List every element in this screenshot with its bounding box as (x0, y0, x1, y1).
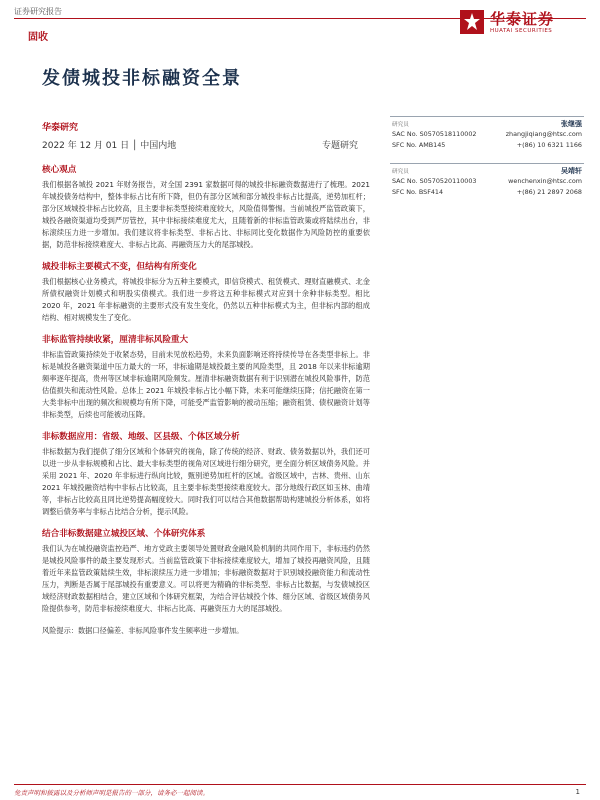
report-type-label: 证券研究报告 (14, 7, 62, 16)
section-heading: 核心观点 (42, 165, 77, 175)
section-text: 我们认为在城投融资监控趋严、地方党政主要领导处置财政金融风险机制的共同作用下，非标违约仍然是城投风险事件的最主要发现形式。当前监管政策下非标接续难度较大，增加了城投再融资风险，且随着近年来监管政策陆续生效，非标滚续压力进一步增加；非标融资数据对于识别城投融资能力和流动性压力，判断是否属于尾部城投有重要意义。可以将更为精确的非标类型、非标占比数据，与发债城投区域经济财政数据相结合，建立区域和个体研究框架，为结合评估城投个体、细分区域、省级区域债务风险提供参考，防范非标接续难度大、非标占比高、再融资压力大的尾部城投。 (42, 544, 370, 613)
section-heading: 城投非标主要模式不变，但结构有所变化 (42, 262, 197, 272)
report-title: 发债城投非标融资全景 (42, 68, 242, 89)
analyst-panel (390, 116, 584, 210)
section-heading: 结合非标数据建立城投区域、个体研究体系 (42, 529, 206, 539)
huatai-logo (460, 8, 584, 40)
research-org: 华泰研究 (42, 123, 79, 133)
logo-text-en: HUATAI SECURITIES (490, 28, 553, 34)
analyst-phone: +(86) 21 2897 2068 (516, 188, 582, 196)
footer-disclaimer: 免责声明和披露以及分析师声明是报告的一部分，请务必一起阅读。 (14, 789, 209, 797)
analyst-sac: SAC No. S0570518110002 (392, 130, 477, 138)
section-text: 非标数据为我们提供了细分区域和个体研究的视角，除了传统的经济、财政、债务数据以外，我们还可以进一步从非标规模和占比、最大非标类型的视角对区域进行细分研究，更全面分析区域债务风险。并采用 2021 年、2020 年非标进行纵向比较，甄别逆势加杠杆的区域。省级区域中，吉林、贵州、山东 2021 年城投融资结构中非标占比较高，且主要非标类型接续难度较大。部分地级行政区如玉林、曲靖等，非标占比较高且同比逆势提高幅度较大。同时我们可以结合其他数据帮助构建城投分析体系，如将调整后债务率与非标占比结合分析，提示风险。 (42, 447, 370, 516)
analyst-sfc: SFC No. BSF414 (392, 188, 444, 196)
section-text: 我们根据各城投 2021 年财务报告，对全国 2391 家数据可得的城投非标融资数据进行了梳理。2021 年城投债务结构中，整体非标占比有所下降，但仍有部分区域和部分城投非标占比提高，逆势加杠杆；部分区域城投非标占比较高，且主要非标类型接续难度较大，风险值得警惕。当前城投严监管政策下，城投各融资渠道均受到严厉管控，其中非标接续难度尤大，且随着新的非标监管政策或将陆续出台，非标滚续压力进一步增加。我们建议将非标类型、非标占比、非标同比变化数据作为风险防控的重要依据，防范非标接续难度大、非标占比高、再融资压力大的尾部城投。 (42, 180, 370, 249)
analyst-name: 吴靖轩 (561, 167, 582, 175)
logo-text-cn: 华泰证券 (490, 10, 555, 28)
analyst-card (390, 163, 584, 210)
report-body (42, 164, 370, 637)
section-text: 非标监管政策持续处于收紧态势，目前未见放松趋势，未来负面影响还将持续传导在各类型非标上。非标是城投各融资渠道中压力最大的一环，非标逾期是城投最主要的风险类型，且 2018 年以来非标逾期频率逐年提高，贵州等区域非标逾期风险频发。厘清非标融资数据有利于识别潜在城投风险事件，防范估值损失和流动性风险。总体上 2021 年城投非标占比小幅下降，未来可能继续压降；信托融资在第一大类非标中出现的频次和规模均有所下降，可能受严监管影响的被动压缩；融资租赁、债权融资计划等非标类型，后续也可能被动压降。 (42, 350, 370, 419)
analyst-email[interactable]: zhangjiqiang@htsc.com (505, 130, 582, 138)
section-heading: 非标数据应用：省级、地级、区县级、个体区域分析 (42, 432, 240, 442)
analyst-sac: SAC No. S0570520110003 (392, 177, 477, 185)
analyst-phone: +(86) 10 6321 1166 (516, 141, 582, 149)
page-number: 1 (575, 788, 580, 796)
section-text: 我们根据核心业务模式，将城投非标分为五种主要模式，即信贷模式、租赁模式、理财直融模式、北金所债权融资计划模式和明股实债模式。我们进一步将这五种非标模式对应到十余种非标类型。相比 2020 年，2021 年非标融资的主要形式没有发生变化，仍然以五种非标模式为主，但非标内部的组成结构、相对规模发生了变化。 (42, 277, 370, 322)
analyst-role: 研究员 (392, 169, 409, 175)
report-date: 2022 年 12 月 01 日 │ 中国内地 (42, 141, 177, 151)
risk-note: 风险提示：数据口径偏差、非标风险事件发生频率进一步增加。 (42, 626, 244, 635)
section-heading: 非标监管持续收紧，厘清非标风险重大 (42, 335, 189, 345)
analyst-name: 张继强 (561, 120, 582, 128)
huatai-logo-icon (460, 10, 484, 34)
doc-type: 专题研究 (322, 141, 359, 151)
footer-divider (14, 784, 586, 785)
analyst-sfc: SFC No. AMB145 (392, 141, 446, 149)
analyst-card (390, 116, 584, 163)
analyst-role: 研究员 (392, 122, 409, 128)
analyst-email[interactable]: wenchenxin@htsc.com (508, 177, 582, 185)
section-tag: 固收 (28, 32, 48, 43)
